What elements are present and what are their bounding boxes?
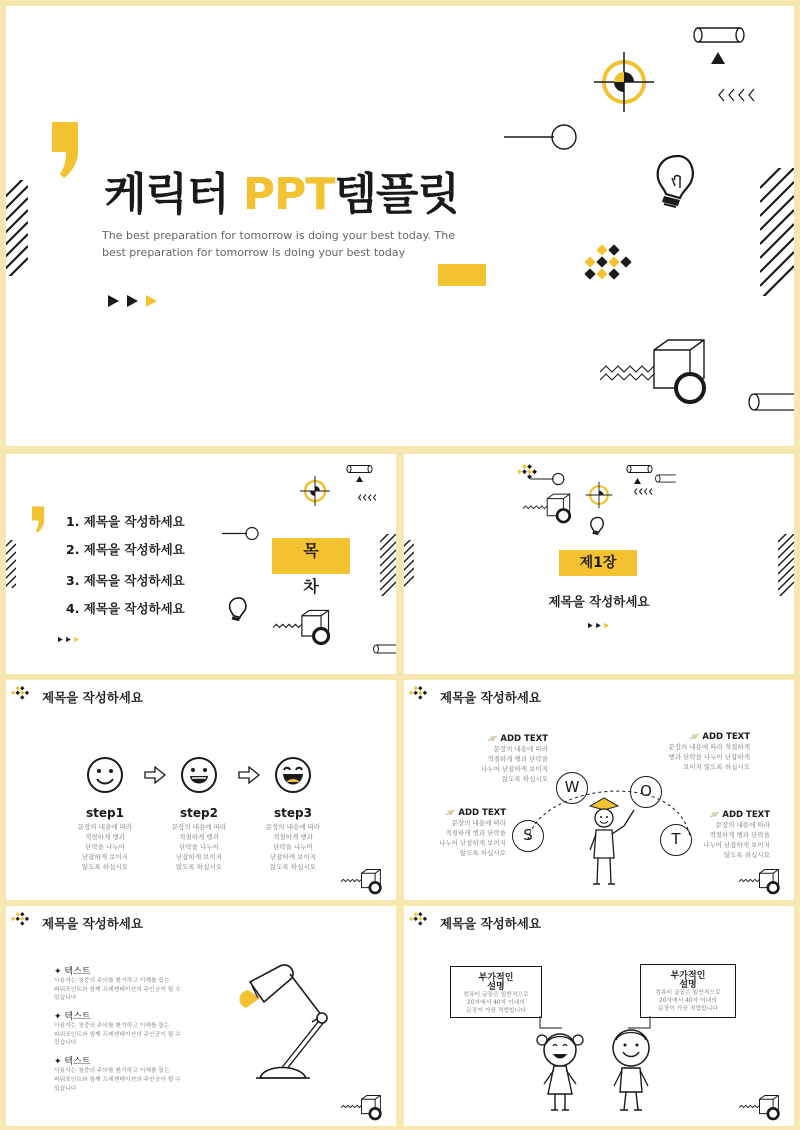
cylinder-horizontal-icon <box>746 392 794 412</box>
speech-desc-line: 컴퓨터 글꼴은 일반적으로 <box>655 990 721 996</box>
chapter-badge: 제1장 <box>559 550 637 576</box>
cylinder-horizontal-icon <box>372 644 396 654</box>
cube-icon <box>522 492 576 526</box>
cover-title-part1: 케릭터 <box>104 169 243 220</box>
arrow-icon <box>238 766 260 784</box>
cover-subtitle-line1: The best preparation for tomorrow is doing your best today. The <box>102 229 455 242</box>
step-desc-line: 단락을 나누어 <box>273 843 313 852</box>
toc-label-line2: 차 <box>303 577 319 596</box>
step-title: step2 <box>180 806 218 820</box>
planet-icon: 🪐 <box>709 810 720 819</box>
toc-item-2[interactable]: 2. 제목을 작성하세요 <box>66 542 185 557</box>
smiley-icon <box>86 756 124 794</box>
swot-desc-line: 나누어 난잡하게 보이지 <box>439 839 506 848</box>
slide-heading: 제목을 작성하세요 <box>42 916 143 931</box>
lamp-item-3 <box>54 1054 204 1093</box>
star-bullet-icon: ✦ <box>54 1012 62 1023</box>
slide-heading: 제목을 작성하세요 <box>440 690 541 705</box>
step-3 <box>258 806 328 872</box>
quote-mark-icon <box>32 506 46 534</box>
speech-desc-line: 컴퓨터 글꼴은 일반적으로 <box>463 992 529 998</box>
lamp-item-title: 텍스트 <box>64 967 91 977</box>
small-triangle-icon <box>634 478 641 484</box>
swot-desc-line: 나누어 난잡하게 보이지 <box>703 841 770 850</box>
toc-item-4[interactable]: 4. 제목을 작성하세요 <box>66 601 185 616</box>
cover-slide <box>6 6 794 446</box>
hatch-left-decoration <box>404 540 414 588</box>
swot-block-4 <box>694 810 770 860</box>
line-circle-icon <box>504 122 580 152</box>
planet-icon: 🪐 <box>445 808 456 817</box>
planet-icon: 🪐 <box>689 732 700 741</box>
swot-letter-o: O <box>630 776 662 808</box>
chevrons-left-icon <box>634 488 655 495</box>
step-desc <box>258 822 328 872</box>
step-title: step3 <box>274 806 312 820</box>
lamp-desc-line: 있습니다 <box>54 1040 77 1047</box>
swot-block-1 <box>464 734 548 784</box>
step-desc-line: 문장의 내용에 따라 <box>77 823 133 831</box>
toc-label-line1: 목 <box>303 541 319 560</box>
target-icon <box>590 48 658 116</box>
checker-icon <box>408 910 428 930</box>
step-desc <box>70 822 140 872</box>
swot-desc-line: 적절하게 행과 단락을 <box>709 831 770 840</box>
swot-block-title-row <box>464 734 548 744</box>
slide-heading: 제목을 작성하세요 <box>42 690 143 705</box>
swot-desc-line: 행과 단락을 나누어 난잡하게 <box>668 753 750 762</box>
lamp-desc-line: 있습니다 <box>54 1085 77 1092</box>
smiley-icon <box>180 756 218 794</box>
cover-subtitle-line2: best preparation for tomorrow is doing your best today <box>102 245 406 259</box>
swot-block-title-row <box>650 732 750 742</box>
star-bullet-icon: ✦ <box>54 967 62 977</box>
boy-icon <box>606 1024 656 1114</box>
hatch-right-decoration <box>380 534 396 596</box>
chapter-title: 제목을 작성하세요 <box>548 594 650 609</box>
line-circle-icon <box>530 472 566 486</box>
lamp-desc-line: 사용자는 청중의 주의를 환기하고 이해를 돕는 <box>54 1023 170 1030</box>
cover-title <box>104 158 459 222</box>
cover-yellow-bar <box>438 264 486 286</box>
lamp-item-desc <box>54 1067 204 1093</box>
hatch-left-decoration <box>6 180 28 276</box>
cube-icon <box>340 868 386 896</box>
hatch-left-decoration <box>6 540 16 588</box>
lamp-desc-line: 사용자는 청중의 주의를 환기하고 이해를 돕는 <box>54 978 170 984</box>
lamp-icon <box>230 960 342 1084</box>
step-desc-line: 단락을 나누어 <box>179 843 219 852</box>
step-2 <box>164 806 234 872</box>
speech-box-title-line2: 설명 <box>679 980 697 990</box>
cover-title-part2: 템플릿 <box>334 169 459 220</box>
cube-icon <box>340 1094 386 1122</box>
cube-icon <box>598 336 718 410</box>
planet-icon: 🪐 <box>487 734 498 743</box>
lamp-item-1 <box>54 964 204 1003</box>
swot-slide <box>404 680 794 900</box>
lamp-desc-line: 파워포인트와 함께 프레젠테이션의 주인공이 될 수 <box>54 1031 181 1038</box>
swot-desc-line: 문장의 내용에 따라 적절하게 <box>668 743 750 751</box>
step-desc-line: 난잡하게 보이지 <box>175 853 223 862</box>
cube-icon <box>738 868 784 896</box>
hatch-right-decoration <box>760 168 794 296</box>
swot-desc-line: 보이지 않도록 하십시오 <box>683 763 750 772</box>
girl-icon <box>534 1024 586 1114</box>
speech-box-desc <box>641 990 735 1013</box>
lamp-desc-line: 파워포인트와 함께 프레젠테이션의 주인공이 될 수 <box>54 986 181 993</box>
cube-icon <box>272 608 336 648</box>
toc-label-line2-wrap <box>272 574 350 597</box>
lamp-desc-line: 사용자는 청중의 주의를 환기하고 이해를 돕는 <box>54 1068 170 1075</box>
lamp-item-title-row <box>54 964 204 977</box>
speech-box-title-line2: 설명 <box>487 982 505 992</box>
speech-box-desc <box>451 992 541 1015</box>
cylinder-horizontal-icon <box>654 474 676 483</box>
chevrons-left-icon <box>718 88 760 102</box>
step-desc-line: 않도록 하십시오 <box>175 863 223 872</box>
step-desc-line: 문장의 내용에 따라 <box>171 823 227 831</box>
target-icon <box>584 480 614 510</box>
chevrons-left-icon <box>358 494 379 501</box>
hatch-right-decoration <box>778 534 794 596</box>
swot-block-2 <box>650 732 750 772</box>
step-desc <box>164 822 234 872</box>
cylinder-icon <box>692 26 748 44</box>
lamp-item-2 <box>54 1009 204 1048</box>
swot-block-title: ADD TEXT <box>702 732 750 742</box>
step-desc-line: 난잡하게 보이지 <box>269 853 317 862</box>
toc-item-3[interactable]: 3. 제목을 작성하세요 <box>66 573 185 588</box>
lamp-item-title-row <box>54 1009 204 1022</box>
steps-slide <box>6 680 396 900</box>
arrow-icon <box>144 766 166 784</box>
checker-icon <box>408 684 428 704</box>
swot-block-title-row <box>422 808 506 818</box>
swot-desc-line: 않도록 하십시오 <box>459 849 506 858</box>
step-desc-line: 난잡하게 보이지 <box>81 853 129 862</box>
step-desc-line: 적절하게 행과 <box>179 833 219 842</box>
swot-desc-line: 문장의 내용에 따라 <box>493 745 548 753</box>
swot-block-desc <box>694 820 770 860</box>
checker-icon <box>582 240 634 290</box>
chapter-slide <box>404 454 794 674</box>
lamp-item-desc <box>54 977 204 1003</box>
swot-desc-line: 않도록 하십시오 <box>723 851 770 860</box>
checker-icon <box>10 684 30 704</box>
speech-desc-line: 문장이 가장 적합합니다 <box>466 1007 526 1014</box>
speech-desc-line: 20자에서 40자 이내의 <box>467 999 525 1006</box>
small-triangle-icon <box>711 52 725 64</box>
step-desc-line: 않도록 하십시오 <box>269 863 317 872</box>
toc-slide <box>6 454 396 674</box>
lamp-item-desc <box>54 1022 204 1048</box>
cylinder-icon <box>626 464 654 474</box>
speech-box-1 <box>450 966 542 1018</box>
step-desc-line: 문장의 내용에 따라 <box>265 823 321 831</box>
swot-block-title: ADD TEXT <box>722 810 770 820</box>
lamp-slide <box>6 906 396 1126</box>
swot-block-title: ADD TEXT <box>458 808 506 818</box>
swot-letter-t: T <box>660 824 692 856</box>
triangle-arrows-icon <box>588 622 612 629</box>
speech-box-2 <box>640 964 736 1018</box>
swot-desc-line: 문장의 내용에 따라 <box>715 821 770 829</box>
swot-desc-line: 문장의 내용에 따라 <box>451 819 506 827</box>
small-triangle-icon <box>356 476 363 482</box>
speech-desc-line: 문장이 가장 적합합니다 <box>658 1005 718 1012</box>
speech-box-title-line1: 부가적인 <box>670 971 706 981</box>
step-title: step1 <box>86 806 124 820</box>
swot-block-title: ADD TEXT <box>500 734 548 744</box>
toc-list <box>66 512 185 627</box>
swot-desc-line: 않도록 하십시오 <box>501 775 548 784</box>
lightbulb-icon <box>226 596 252 625</box>
speech-box-title-line1: 부가적인 <box>478 973 514 983</box>
quote-mark-icon <box>52 122 82 180</box>
lamp-desc-line: 파워포인트와 함께 프레젠테이션의 주인공이 될 수 <box>54 1076 181 1083</box>
step-desc-line: 않도록 하십시오 <box>81 863 129 872</box>
cylinder-icon <box>346 464 374 474</box>
swot-letter-w: W <box>556 772 588 804</box>
step-1 <box>70 806 140 872</box>
swot-block-desc <box>464 744 548 784</box>
lamp-item-title-row <box>54 1054 204 1067</box>
cover-subtitle <box>102 228 455 261</box>
lamp-desc-line: 있습니다 <box>54 995 77 1002</box>
kids-slide <box>404 906 794 1126</box>
teacher-icon <box>584 796 640 888</box>
toc-item-1[interactable]: 1. 제목을 작성하세요 <box>66 514 185 529</box>
triangle-arrows-icon <box>108 294 164 308</box>
cover-title-accent: PPT <box>242 169 335 220</box>
lamp-item-title: 텍스트 <box>64 1057 91 1068</box>
step-desc-line: 적절하게 행과 <box>85 833 125 842</box>
swot-desc-line: 나누어 난잡하게 보이지 <box>481 765 548 774</box>
swot-letter-s: S <box>512 820 544 852</box>
swot-block-desc <box>422 818 506 858</box>
step-desc-line: 적절하게 행과 <box>273 833 313 842</box>
step-desc-line: 단락을 나누어 <box>85 843 125 852</box>
lamp-item-title: 텍스트 <box>64 1012 91 1023</box>
cube-icon <box>738 1094 784 1122</box>
swot-desc-line: 적절하게 행과 단락을 <box>487 755 548 764</box>
toc-label <box>272 538 350 574</box>
star-bullet-icon: ✦ <box>54 1057 62 1068</box>
slide-heading: 제목을 작성하세요 <box>440 916 541 931</box>
lamp-list <box>54 964 204 1093</box>
speech-desc-line: 20자에서 40자 이내의 <box>659 997 717 1004</box>
line-circle-icon <box>222 526 260 541</box>
target-icon <box>298 474 332 508</box>
lightbulb-icon <box>588 516 608 538</box>
triangle-arrows-icon <box>58 636 82 643</box>
swot-block-3 <box>422 808 506 858</box>
smiley-icon <box>274 756 312 794</box>
lightbulb-icon <box>650 152 706 214</box>
swot-block-desc <box>650 742 750 772</box>
swot-block-title-row <box>694 810 770 820</box>
swot-desc-line: 적절하게 행과 단락을 <box>445 829 506 838</box>
checker-icon <box>10 910 30 930</box>
